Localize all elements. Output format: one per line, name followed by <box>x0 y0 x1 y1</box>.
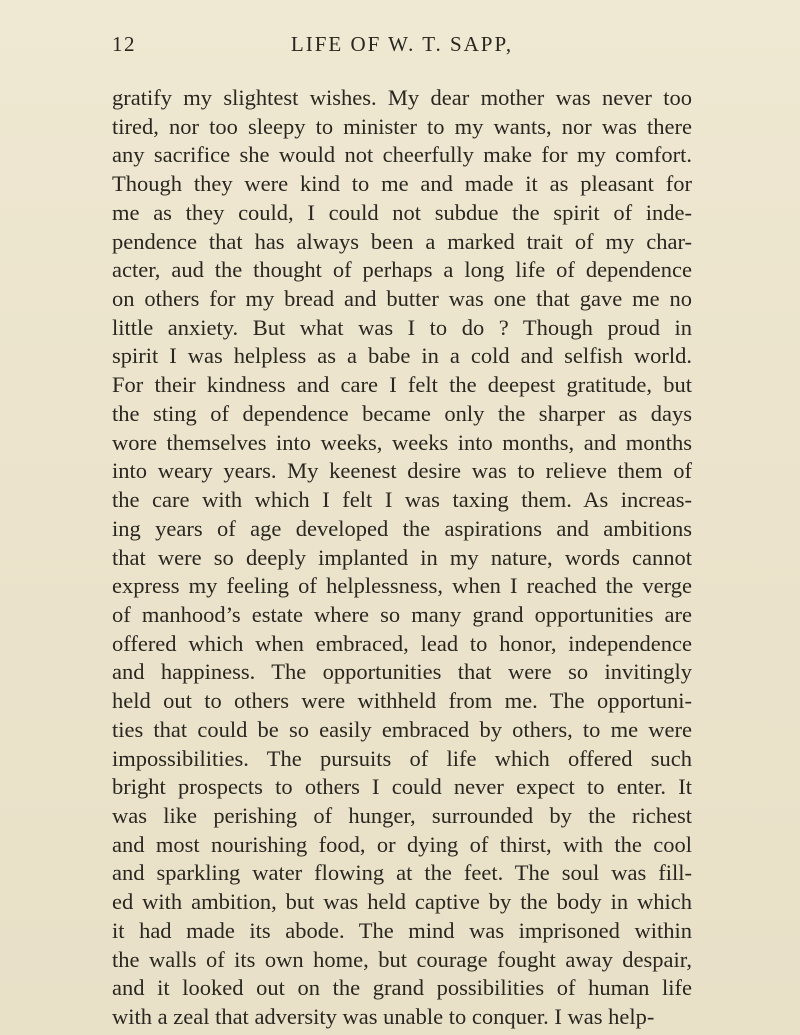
text-line: me as they could, I could not subdue the spirit of inde- <box>112 199 692 225</box>
running-head: LIFE OF W. T. SAPP, <box>290 32 514 56</box>
text-line: and happiness. The opportunities that were so invitingly <box>112 659 692 685</box>
text-line: spirit I was helpless as a babe in a cold and selfish world. <box>112 343 692 369</box>
text-line: and sparkling water flowing at the feet. The soul was fill- <box>112 860 692 886</box>
text-line: held out to others were withheld from me. The opportuni- <box>112 688 692 714</box>
text-line: ing years of age developed the aspirations and ambitions <box>112 515 692 541</box>
text-line: of manhood’s estate where so many grand opportunities are <box>112 601 692 627</box>
text-line: the sting of dependence became only the sharper as days <box>112 400 692 426</box>
text-line: with a zeal that adversity was unable to conquer. I was help- <box>112 1004 655 1029</box>
text-line: offered which when embraced, lead to honor, independence <box>112 630 692 656</box>
text-line: wore themselves into weeks, weeks into months, and months <box>112 429 692 455</box>
text-line: gratify my slightest wishes. My dear mother was never too <box>112 85 692 110</box>
text-line: any sacrifice she would not cheerfully make for my comfort. <box>112 142 692 168</box>
body-text <box>112 84 692 1032</box>
text-line: the care with which I felt I was taxing them. As increas- <box>112 487 692 513</box>
text-line: ties that could be so easily embraced by others, to me were <box>112 716 692 742</box>
text-line: ed with ambition, but was held captive by the body in which <box>112 889 692 915</box>
text-line: bright prospects to others I could never expect to enter. It <box>112 774 692 800</box>
text-line: express my feeling of helplessness, when I reached the verge <box>112 573 692 599</box>
text-line: and it looked out on the grand possibilities of human life <box>112 975 692 1001</box>
text-line: the walls of its own home, but courage fought away despair, <box>112 946 692 972</box>
text-line: and most nourishing food, or dying of thirst, with the cool <box>112 831 692 857</box>
text-line: pendence that has always been a marked trait of my char- <box>112 228 692 254</box>
text-line: was like perishing of hunger, surrounded by the richest <box>112 802 692 828</box>
text-line: that were so deeply implanted in my nature, words cannot <box>112 544 692 570</box>
page-number: 12 <box>112 32 136 56</box>
text-line: tired, nor too sleepy to minister to my wants, nor was there <box>112 113 692 139</box>
text-line: little anxiety. But what was I to do ? Though proud in <box>112 314 692 340</box>
text-line: acter, aud the thought of perhaps a long life of dependence <box>112 257 692 283</box>
text-line: it had made its abode. The mind was imprisoned within <box>112 917 692 943</box>
page-header <box>112 32 692 62</box>
text-line: For their kindness and care I felt the deepest gratitude, but <box>112 372 692 398</box>
text-line: on others for my bread and butter was one that gave me no <box>112 286 692 312</box>
text-line: into weary years. My keenest desire was to relieve them of <box>112 458 692 484</box>
text-line: impossibilities. The pursuits of life which offered such <box>112 745 692 771</box>
text-line: Though they were kind to me and made it as pleasant for <box>112 171 692 197</box>
